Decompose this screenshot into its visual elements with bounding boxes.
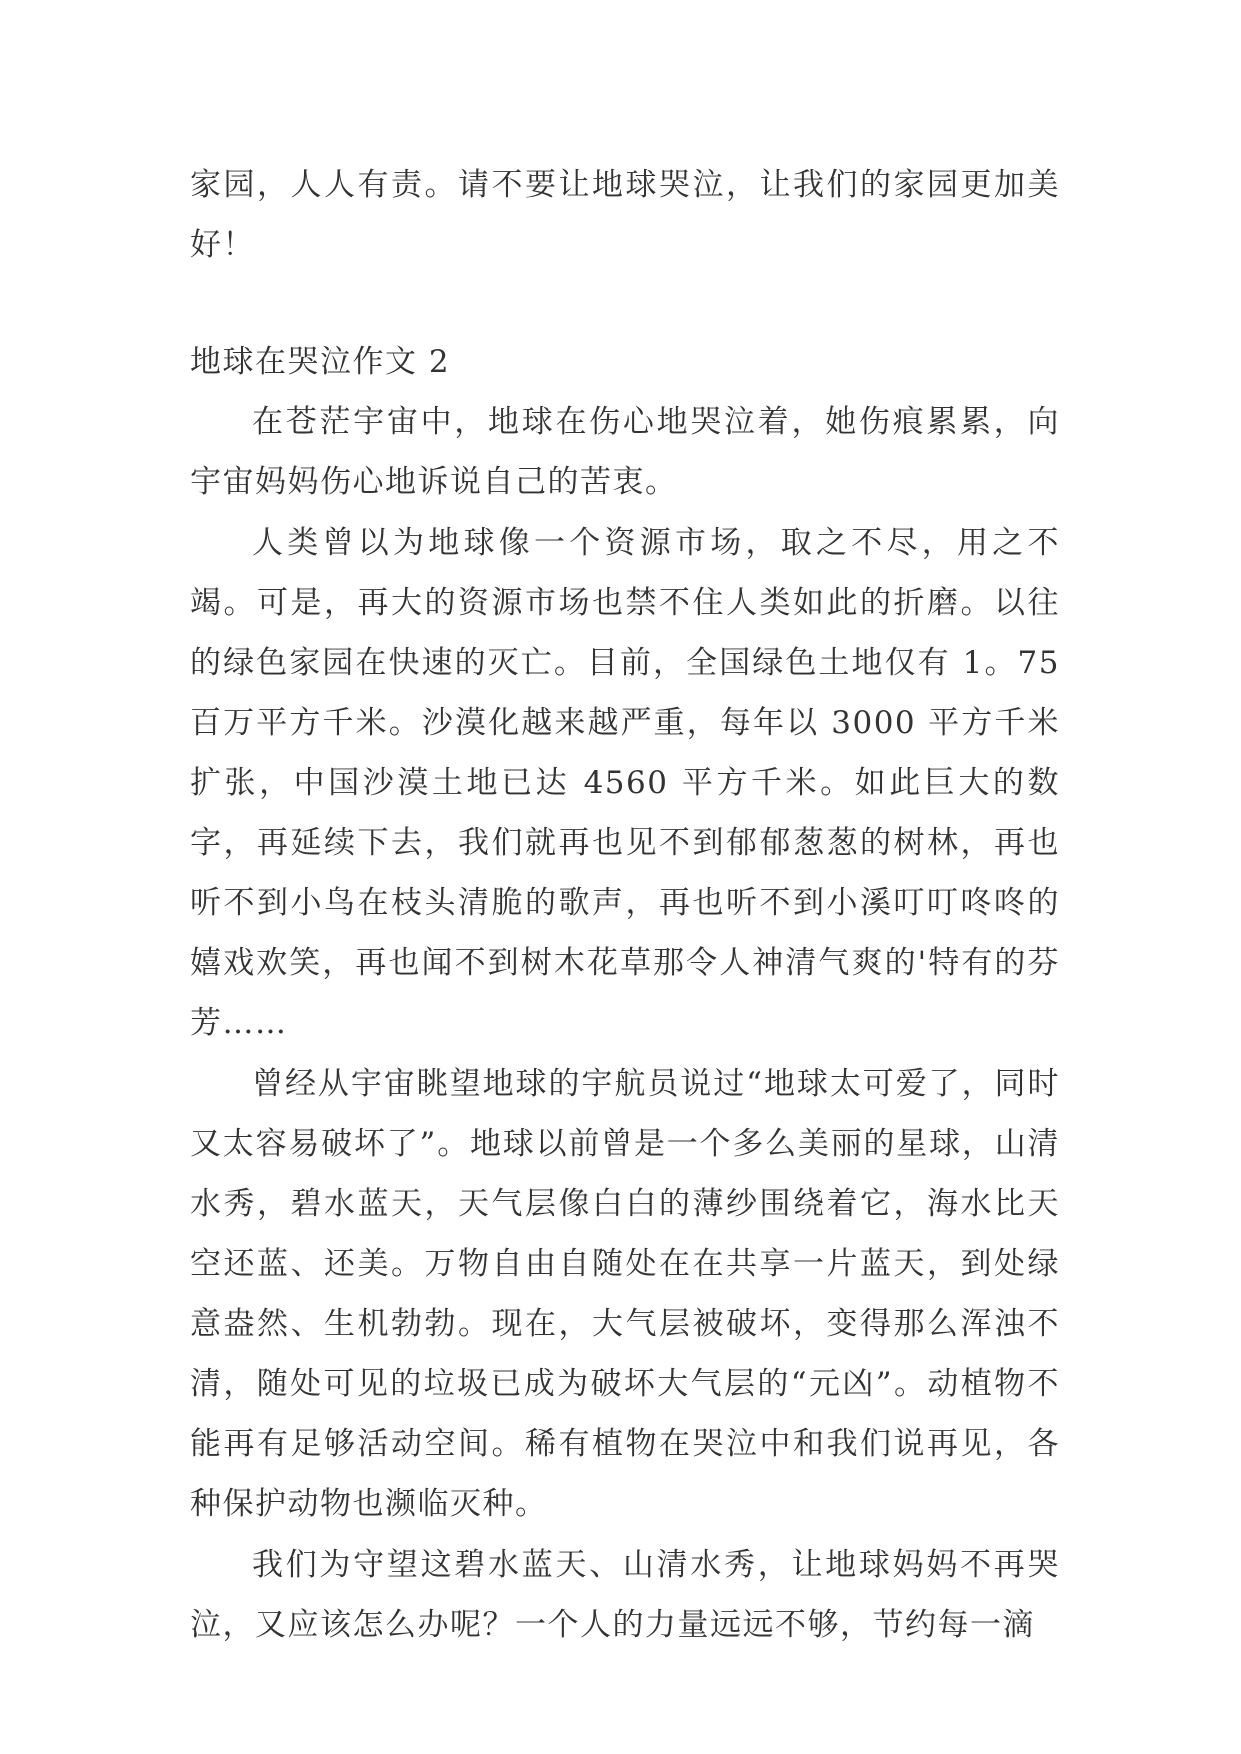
paragraph-4: 我们为守望这碧水蓝天、山清水秀，让地球妈妈不再哭泣，又应该怎么办呢？一个人的力量远远不够，节约每一滴 xyxy=(190,1547,1060,1643)
intro-paragraph: 家园，人人有责。请不要让地球哭泣，让我们的家园更加美好！ xyxy=(190,167,1060,263)
paragraph-2: 人类曾以为地球像一个资源市场，取之不尽，用之不竭。可是，再大的资源市场也禁不住人类如此的折磨。以往的绿色家园在快速的灭亡。目前，全国绿色土地仅有 1。75 百万平方千米。沙漠化越来越严重，每年以 3000 平方千米扩张，中国沙漠土地已达 4560 平方千米。如此巨大的数字，再延续下去，我们就再也见不到郁郁葱葱的树林，再也听不到小鸟在枝头清脆的歌声，再也听不到小溪叮叮咚咚的嬉戏欢笑，再也闻不到树木花草那令人神清气爽的'特有的芬芳…… xyxy=(190,525,1060,1041)
paragraph-1: 在苍茫宇宙中，地球在伤心地哭泣着，她伤痕累累，向宇宙妈妈伤心地诉说自己的苦衷。 xyxy=(190,404,1060,500)
essay-body xyxy=(190,392,1060,1656)
essay-heading: 地球在哭泣作文 2 xyxy=(190,344,451,380)
intro-text xyxy=(190,155,1060,275)
paragraph-3: 曾经从宇宙眺望地球的宇航员说过“地球太可爱了，同时又太容易破坏了”。地球以前曾是一个多么美丽的星球，山清水秀，碧水蓝天，天气层像白白的薄纱围绕着它，海水比天空还蓝、还美。万物自由自随处在在共享一片蓝天，到处绿意盎然、生机勃勃。现在，大气层被破坏，变得那么浑浊不清，随处可见的垃圾已成为破坏大气层的“元凶”。动植物不能再有足够活动空间。稀有植物在哭泣中和我们说再见，各种保护动物也濒临灭种。 xyxy=(190,1066,1060,1522)
